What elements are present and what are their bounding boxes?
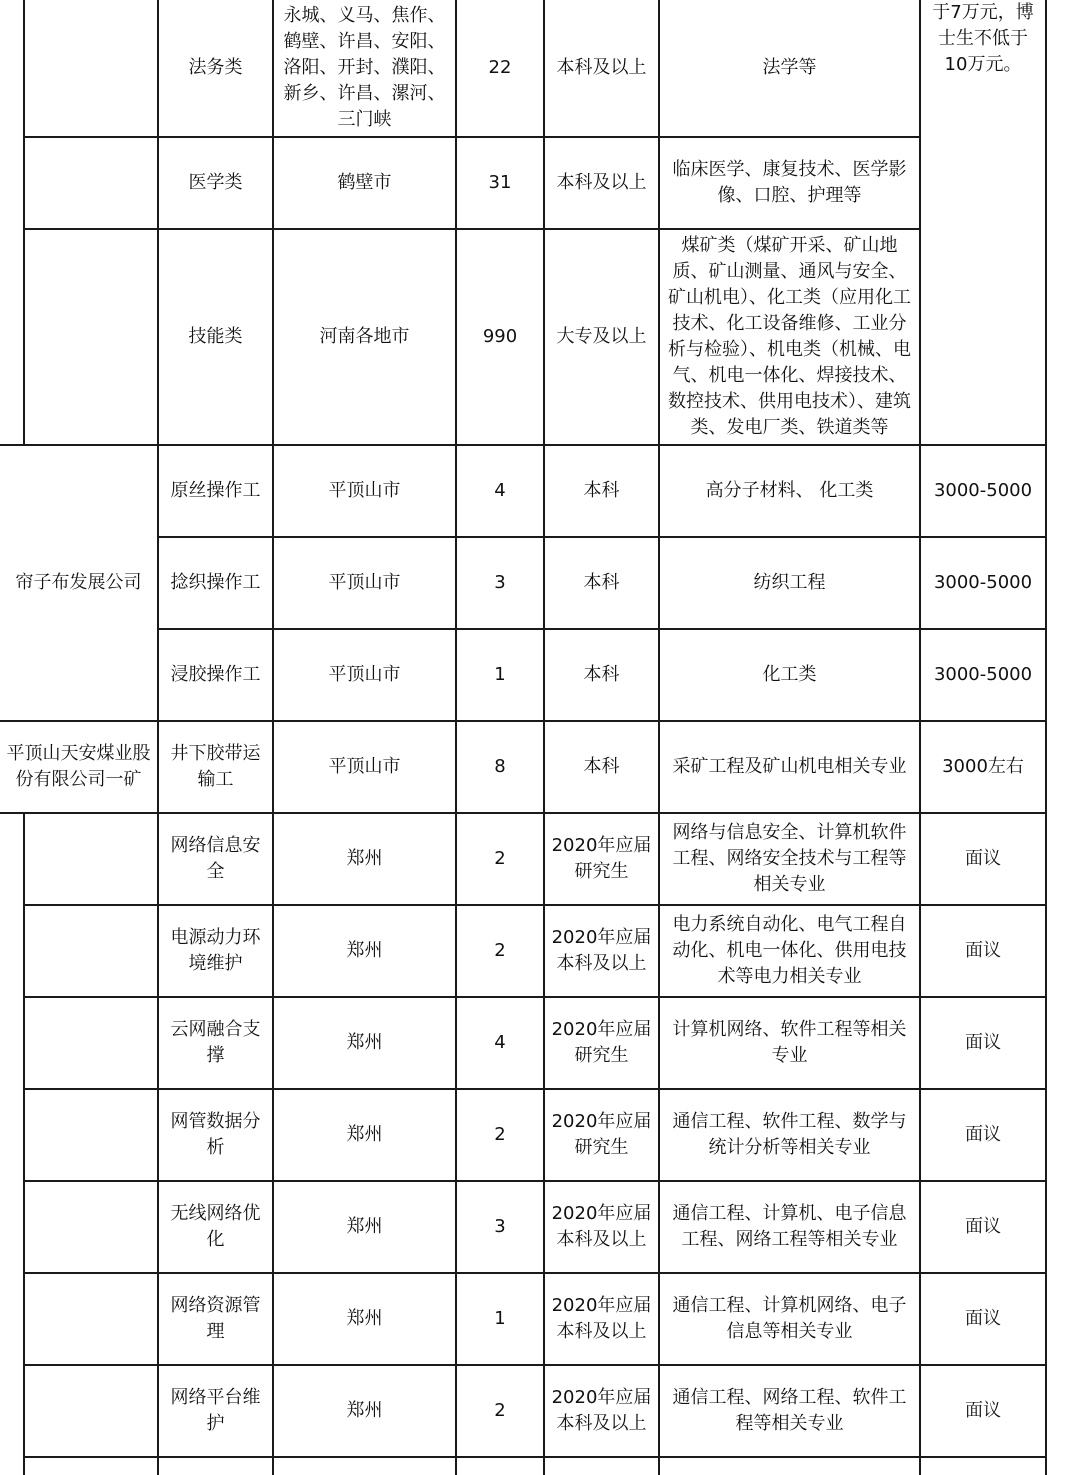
- education-cell: 2020年应届本科及以上: [545, 1366, 660, 1458]
- blank-cell: [25, 814, 159, 906]
- salary-cell: 3000-5000: [921, 538, 1047, 630]
- education-cell: 本科: [545, 722, 660, 814]
- count-cell: 3: [457, 1182, 545, 1274]
- position-cell: 网络平台维护: [159, 1366, 274, 1458]
- count-cell: 8: [457, 722, 545, 814]
- location-cell: 鹤壁市: [274, 138, 457, 230]
- salary-cell: 面议: [921, 1182, 1047, 1274]
- position-cell: 网络资源管理: [159, 1274, 274, 1366]
- location-cell: 河南各地市: [274, 230, 457, 446]
- location-cell: 郑州: [274, 814, 457, 906]
- major-cell: 高分子材料、 化工类: [660, 446, 921, 538]
- blank-cell: [25, 0, 159, 138]
- count-cell: 3: [457, 538, 545, 630]
- blank-cell: [25, 230, 159, 446]
- position-cell: 云网融合支撑: [159, 998, 274, 1090]
- salary-cell: 3000-5000: [921, 446, 1047, 538]
- company-cell: 帘子布发展公司: [0, 446, 159, 722]
- education-cell: 2020年应届研究生: [545, 814, 660, 906]
- position-cell: 捻织操作工: [159, 538, 274, 630]
- position-cell: 法务类: [159, 0, 274, 138]
- location-cell: 郑州: [274, 1274, 457, 1366]
- count-cell: 2: [457, 906, 545, 998]
- major-cell: 网络与信息安全、计算机软件工程、网络安全技术与工程等相关专业: [660, 814, 921, 906]
- major-cell: 电力系统自动化、电气工程自动化、机电一体化、供用电技术等电力相关专业: [660, 906, 921, 998]
- major-cell: 化工类: [660, 630, 921, 722]
- count-cell: 1: [457, 1274, 545, 1366]
- salary-cell: 面议: [921, 1090, 1047, 1182]
- company-cell-empty: [0, 814, 25, 1475]
- location-cell: 郑州: [274, 906, 457, 998]
- blank-cell: [25, 998, 159, 1090]
- position-cell: 电源动力环境维护: [159, 906, 274, 998]
- count-cell: 22: [457, 0, 545, 138]
- location-cell: 郑州: [274, 1182, 457, 1274]
- count-cell: 4: [457, 998, 545, 1090]
- count-cell: 990: [457, 230, 545, 446]
- blank-cell: [25, 1090, 159, 1182]
- major-cell: 纺织工程: [660, 538, 921, 630]
- major-cell: 通信工程、计算机、电子信息工程、网络工程等相关专业: [660, 1182, 921, 1274]
- education-cell: 2020年应届本科及以上: [545, 906, 660, 998]
- position-cell: 医学类: [159, 138, 274, 230]
- salary-note-cell: 于7万元，博士生不低于10万元。: [921, 0, 1047, 446]
- major-cell: 通信工程、网络工程、软件工程等相关专业: [660, 1366, 921, 1458]
- major-cell: 临床医学、康复技术、医学影像、口腔、护理等: [660, 138, 921, 230]
- blank-cell: [25, 906, 159, 998]
- blank-cell: [25, 138, 159, 230]
- education-cell: 本科: [545, 538, 660, 630]
- education-cell: 2020年应届研究生: [545, 1090, 660, 1182]
- blank-cell: [25, 1366, 159, 1458]
- major-cell: 采矿工程及矿山机电相关专业: [660, 722, 921, 814]
- count-cell: 2: [457, 1090, 545, 1182]
- major-cell: 法学等: [660, 0, 921, 138]
- education-cell: 本科: [545, 446, 660, 538]
- salary-cell: 面议: [921, 1274, 1047, 1366]
- location-cell: 平顶山市: [274, 446, 457, 538]
- education-cell: 本科及以上: [545, 0, 660, 138]
- position-cell: 原丝操作工: [159, 446, 274, 538]
- location-cell: 平顶山市: [274, 538, 457, 630]
- position-cell: 网管数据分析: [159, 1090, 274, 1182]
- position-cell: 无线网络优化: [159, 1182, 274, 1274]
- blank-cell: [25, 1182, 159, 1274]
- salary-cell: 面议: [921, 1366, 1047, 1458]
- count-cell: 2: [457, 814, 545, 906]
- education-cell: 2020年应届研究生: [545, 998, 660, 1090]
- location-cell: 平顶山市: [274, 630, 457, 722]
- count-cell: 4: [457, 446, 545, 538]
- location-cell: 平顶山市: [274, 722, 457, 814]
- education-cell: 大专及以上: [545, 230, 660, 446]
- position-cell: 网络信息安全: [159, 814, 274, 906]
- major-cell: 通信工程、软件工程、数学与统计分析等相关专业: [660, 1090, 921, 1182]
- education-cell: 2020年应届本科及以上: [545, 1274, 660, 1366]
- blank-cell: [25, 1274, 159, 1366]
- salary-cell: 面议: [921, 998, 1047, 1090]
- location-cell: 郑州: [274, 1090, 457, 1182]
- salary-cell: 3000左右: [921, 722, 1047, 814]
- position-cell: 井下胶带运输工: [159, 722, 274, 814]
- count-cell: 31: [457, 138, 545, 230]
- count-cell: 2: [457, 1366, 545, 1458]
- salary-cell: 3000-5000: [921, 630, 1047, 722]
- count-cell: 1: [457, 630, 545, 722]
- location-cell: 永城、义马、焦作、鹤壁、许昌、安阳、洛阳、开封、濮阳、新乡、许昌、漯河、三门峡: [274, 0, 457, 138]
- location-cell: 郑州: [274, 1366, 457, 1458]
- major-cell: 通信工程、计算机网络、电子信息等相关专业: [660, 1274, 921, 1366]
- position-cell: 浸胶操作工: [159, 630, 274, 722]
- company-cell: 平顶山天安煤业股份有限公司一矿: [0, 722, 159, 814]
- education-cell: 2020年应届本科及以上: [545, 1182, 660, 1274]
- major-cell: 计算机网络、软件工程等相关专业: [660, 998, 921, 1090]
- salary-cell: 面议: [921, 906, 1047, 998]
- position-cell: 技能类: [159, 230, 274, 446]
- company-cell-empty: [0, 0, 25, 446]
- education-cell: 本科: [545, 630, 660, 722]
- education-cell: 本科及以上: [545, 138, 660, 230]
- location-cell: 郑州: [274, 998, 457, 1090]
- salary-cell: 面议: [921, 814, 1047, 906]
- major-cell: 煤矿类（煤矿开采、矿山地质、矿山测量、通风与安全、矿山机电）、化工类（应用化工技术、化工设备维修、工业分析与检验）、机电类（机械、电气、机电一体化、焊接技术、数控技术、供用电技术）、建筑类、发电厂类、铁道类等: [660, 230, 921, 446]
